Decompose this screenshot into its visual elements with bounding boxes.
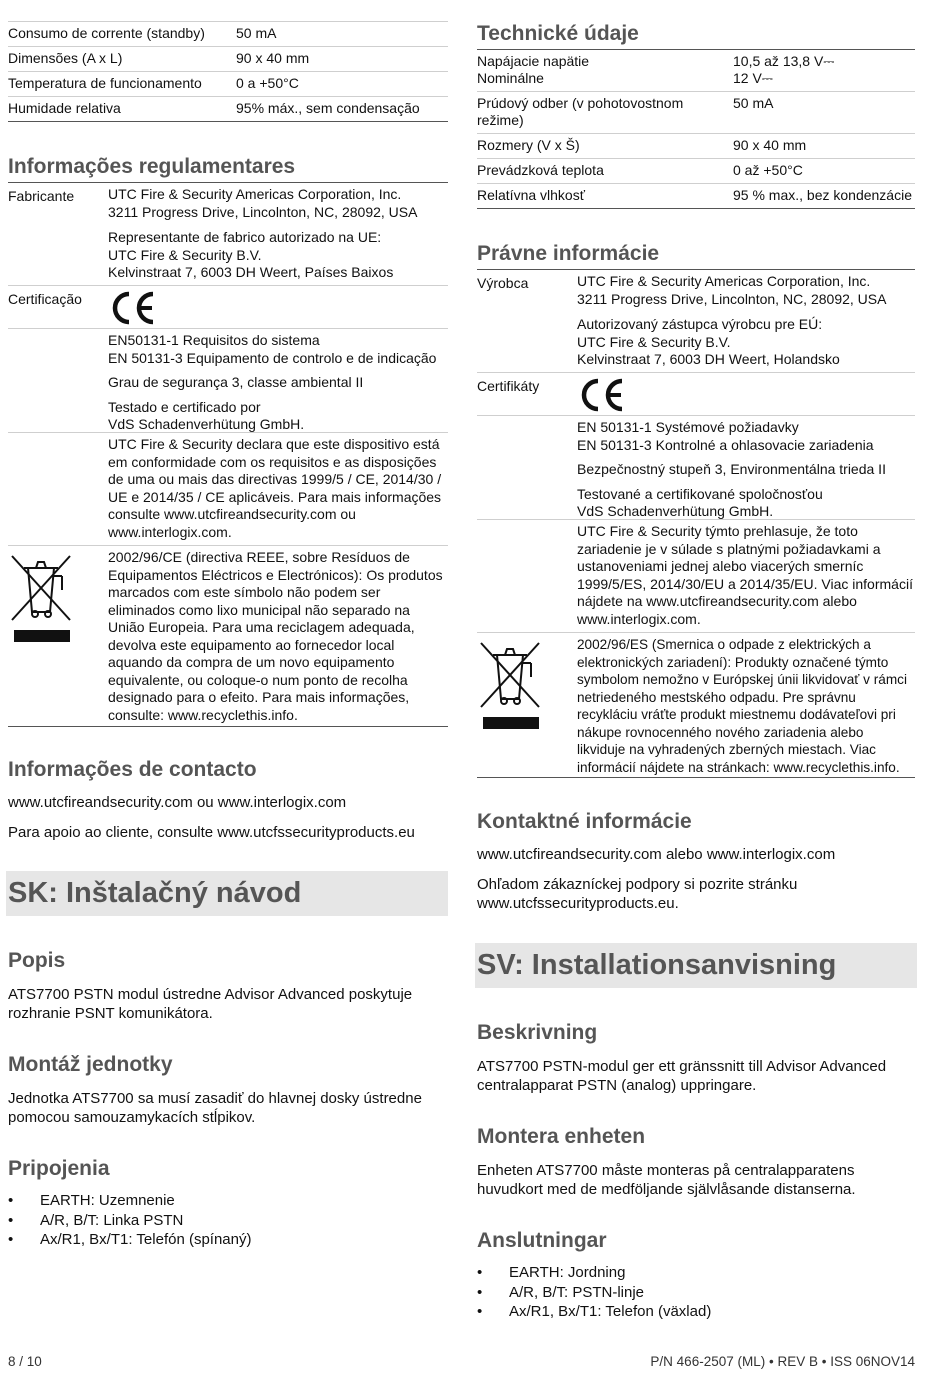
cert-line: EN 50131-1 Systémové požiadavky (577, 419, 799, 435)
list-item: • A/R, B/T: Linka PSTN (8, 1211, 448, 1231)
table-row (8, 22, 448, 47)
table-row (8, 97, 448, 122)
list-item: • EARTH: Uzemnenie (8, 1191, 448, 1211)
manufacturer-line: UTC Fire & Security Americas Corporation, Inc. (577, 273, 871, 289)
list-item: • Ax/R1, Bx/T1: Telefón (spínaný) (8, 1230, 448, 1250)
list-item: • EARTH: Jordning (477, 1263, 915, 1283)
row-label: Certificação (8, 291, 82, 307)
spec-label: Rozmery (V x Š) (477, 134, 733, 159)
contact-line: Para apoio ao cliente, consulte www.utcfssecurityproducts.eu (8, 824, 415, 841)
spec-label: Consumo de corrente (standby) (8, 22, 236, 47)
spec-value: 90 x 40 mm (236, 47, 448, 72)
rep-line: Kelvinstraat 7, 6003 DH Weert, Holandsko (577, 351, 840, 367)
section-heading: Technické údaje (477, 21, 915, 50)
manufacturer-row (8, 183, 448, 286)
section-heading: Informações de contacto (8, 758, 257, 781)
section-heading: Pripojenia (8, 1157, 110, 1180)
description-text: ATS7700 PSTN modul ústredne Advisor Advanced poskytuje rozhranie PSNT komunikátora. (8, 986, 413, 1022)
list-item: • A/R, B/T: PSTN-linje (477, 1283, 915, 1303)
rep-line: Kelvinstraat 7, 6003 DH Weert, Países Baixos (108, 264, 394, 280)
cert-tested: VdS Schadenverhütung GmbH. (577, 503, 774, 519)
table-row (8, 72, 448, 97)
section-heading: Anslutningar (477, 1229, 607, 1252)
spec-label: Humidade relativa (8, 97, 236, 122)
spec-label: Napájacie napätie (477, 53, 590, 69)
cert-tested: VdS Schadenverhütung GmbH. (108, 416, 305, 432)
sk-description-section (8, 948, 448, 1023)
page-number: 8 / 10 (8, 1354, 42, 1369)
declaration-text: UTC Fire & Security týmto prehlasuje, že toto zariadenie je v súlade s platnými požiadavkami a ustanoveniami jednej alebo viacerých smerníc 1999/5/ES, 2014/30/EU a 2014/35/EU. Viac informácií nájdete na www.utcfireandsecurity.com alebo www.interlogix.com. (577, 523, 913, 627)
rep-line: UTC Fire & Security B.V. (108, 246, 262, 263)
cert-line: EN50131-1 Requisitos do sistema (108, 332, 320, 348)
row-label: Výrobca (477, 275, 529, 291)
cert-grade: Bezpečnostný stupeň 3, Environmentálna trieda II (577, 461, 886, 477)
row-label: Certifikáty (477, 378, 540, 394)
spec-value: 95 % max., bez kondenzácie (733, 184, 915, 209)
weee-crossed-bin-icon (477, 637, 543, 732)
sk-legal-section (477, 241, 915, 778)
rep-line: UTC Fire & Security B.V. (577, 333, 731, 350)
section-heading: Montáž jednotky (8, 1053, 173, 1076)
manufacturer-line: UTC Fire & Security Americas Corporation, Inc. (108, 186, 402, 202)
table-row (8, 47, 448, 72)
sk-mount-section (8, 1052, 448, 1127)
weee-crossed-bin-icon (8, 550, 74, 645)
declaration-text: UTC Fire & Security declara que este dispositivo está em conformidade com os requisitos e as disposições de uma ou mais das directivas 1999/5 / CE, 2014/30 / UE e 2014/35 / CE aplicáveis. Para mais informações consulte www.utcfireandsecurity.com ou www.interlogix.com. (108, 436, 442, 540)
sv-description-section (477, 1020, 915, 1095)
spec-value: 0 až +50°C (733, 159, 915, 184)
spec-label: Temperatura de funcionamento (8, 72, 236, 97)
declaration-row (8, 433, 448, 546)
table-row (477, 184, 915, 209)
weee-text: 2002/96/ES (Smernica o odpade z elektrických a elektronických zariadení): Produkty označené týmto symbolom nemožno v Európskej únii likvidovať v rámci netriedeného mestského odpadu. Pre správnu recykláciu vráťte produkt miestnemu dodávateľovi pri nákupe rovnocenného nového zariadenia alebo likviduje na vyhradených zberných miestach. Viac informácií nájdete na stránkach: www.recyclethis.info. (577, 637, 907, 775)
sk-connections-section (8, 1156, 448, 1250)
declaration-row (477, 520, 915, 633)
pt-spec-table (8, 21, 448, 122)
table-row (477, 50, 915, 92)
spec-label: Dimensões (A x L) (8, 47, 236, 72)
mount-text: Enheten ATS7700 måste monteras på centralapparatens huvudkort med de medföljande självlåsande distanserna. (477, 1162, 856, 1198)
spec-label: Relatívna vlhkosť (477, 184, 733, 209)
mount-text: Jednotka ATS7700 sa musí zasadiť do hlavnej dosky ústredne pomocou samouzamykacích stĺpikov. (8, 1090, 422, 1126)
spec-value: 95% máx., sem condensação (236, 97, 448, 122)
section-heading: Kontaktné informácie (477, 810, 692, 833)
sk-contact-section (477, 809, 915, 913)
rep-line: Representante de fabrico autorizado na UE: (108, 229, 382, 245)
connections-list (477, 1263, 915, 1322)
spec-label: Prevádzková teplota (477, 159, 733, 184)
spec-label: Prúdový odber (v pohotovostnom režime) (477, 92, 733, 134)
contact-line: www.utcfireandsecurity.com ou www.interlogix.com (8, 794, 347, 811)
spec-value: 10,5 až 13,8 V⎓ (733, 53, 835, 69)
pt-regulatory-section (8, 154, 448, 727)
weee-text: 2002/96/CE (directiva REEE, sobre Resíduos de Equipamentos Eléctricos e Electrónicos): Os produtos marcados com este símbolo não podem ser eliminados como lixo municipal não separado na União Europeia. Para uma reciclagem adequada, devolva este equipamento ao fornecedor local aquando da compra de um novo equipamento equivalente, ou coloque-o num ponto de recolha designado para o efeito. Para mais informações, consulte: www.recyclethis.info. (108, 549, 443, 723)
table-row (477, 92, 915, 134)
section-heading: Právne informácie (477, 241, 915, 270)
table-row (477, 134, 915, 159)
spec-value: 50 mA (236, 22, 448, 47)
section-heading: Beskrivning (477, 1021, 598, 1044)
certification-row (477, 373, 915, 520)
spec-value: 50 mA (733, 92, 915, 134)
cert-line: EN 50131-3 Kontrolné a ohlasovacie zariadenia (577, 436, 874, 453)
spec-value: 90 x 40 mm (733, 134, 915, 159)
contact-line: Ohľadom zákazníckej podpory si pozrite stránku www.utcfssecurityproducts.eu. (477, 876, 798, 912)
sk-technical-section (477, 21, 915, 209)
contact-line: www.utcfireandsecurity.com alebo www.interlogix.com (477, 846, 836, 863)
spec-value: 0 a +50°C (236, 72, 448, 97)
part-number: P/N 466-2507 (ML) • REV B • ISS 06NOV14 (650, 1354, 915, 1369)
spec-label: Nominálne (477, 70, 544, 86)
ce-mark-icon (108, 290, 158, 326)
cert-tested: Testované a certifikované spoločnosťou (577, 485, 823, 502)
manufacturer-line: 3211 Progress Drive, Lincolnton, NC, 28092, USA (577, 290, 887, 307)
rep-line: Autorizovaný zástupca výrobcu pre EÚ: (577, 316, 823, 332)
section-heading: Informações regulamentares (8, 154, 448, 183)
sv-connections-section (477, 1228, 915, 1322)
certification-row (8, 286, 448, 433)
cert-line: EN 50131-3 Equipamento de controlo e de indicação (108, 349, 437, 366)
connections-list (8, 1191, 448, 1250)
cert-grade: Grau de segurança 3, classe ambiental II (108, 374, 364, 390)
ce-mark-icon (577, 377, 627, 413)
manufacturer-line: 3211 Progress Drive, Lincolnton, NC, 28092, USA (108, 203, 418, 220)
row-label: Fabricante (8, 188, 75, 204)
table-row (477, 159, 915, 184)
list-item: • Ax/R1, Bx/T1: Telefon (växlad) (477, 1302, 915, 1322)
section-heading: Popis (8, 949, 66, 972)
spec-value: 12 V⎓ (733, 70, 773, 86)
weee-row (477, 633, 915, 778)
sv-mount-section (477, 1124, 915, 1199)
manufacturer-row (477, 270, 915, 373)
section-heading: Montera enheten (477, 1125, 646, 1148)
description-text: ATS7700 PSTN-modul ger ett gränssnitt till Advisor Advanced centralapparat PSTN (analog) uppringare. (477, 1058, 887, 1094)
cert-tested: Testado e certificado por (108, 398, 261, 415)
pt-contact-section (8, 757, 448, 842)
sk-language-banner: SK: Inštalačný návod (6, 871, 448, 916)
sv-language-banner: SV: Installationsanvisning (475, 943, 917, 988)
weee-row (8, 546, 448, 727)
